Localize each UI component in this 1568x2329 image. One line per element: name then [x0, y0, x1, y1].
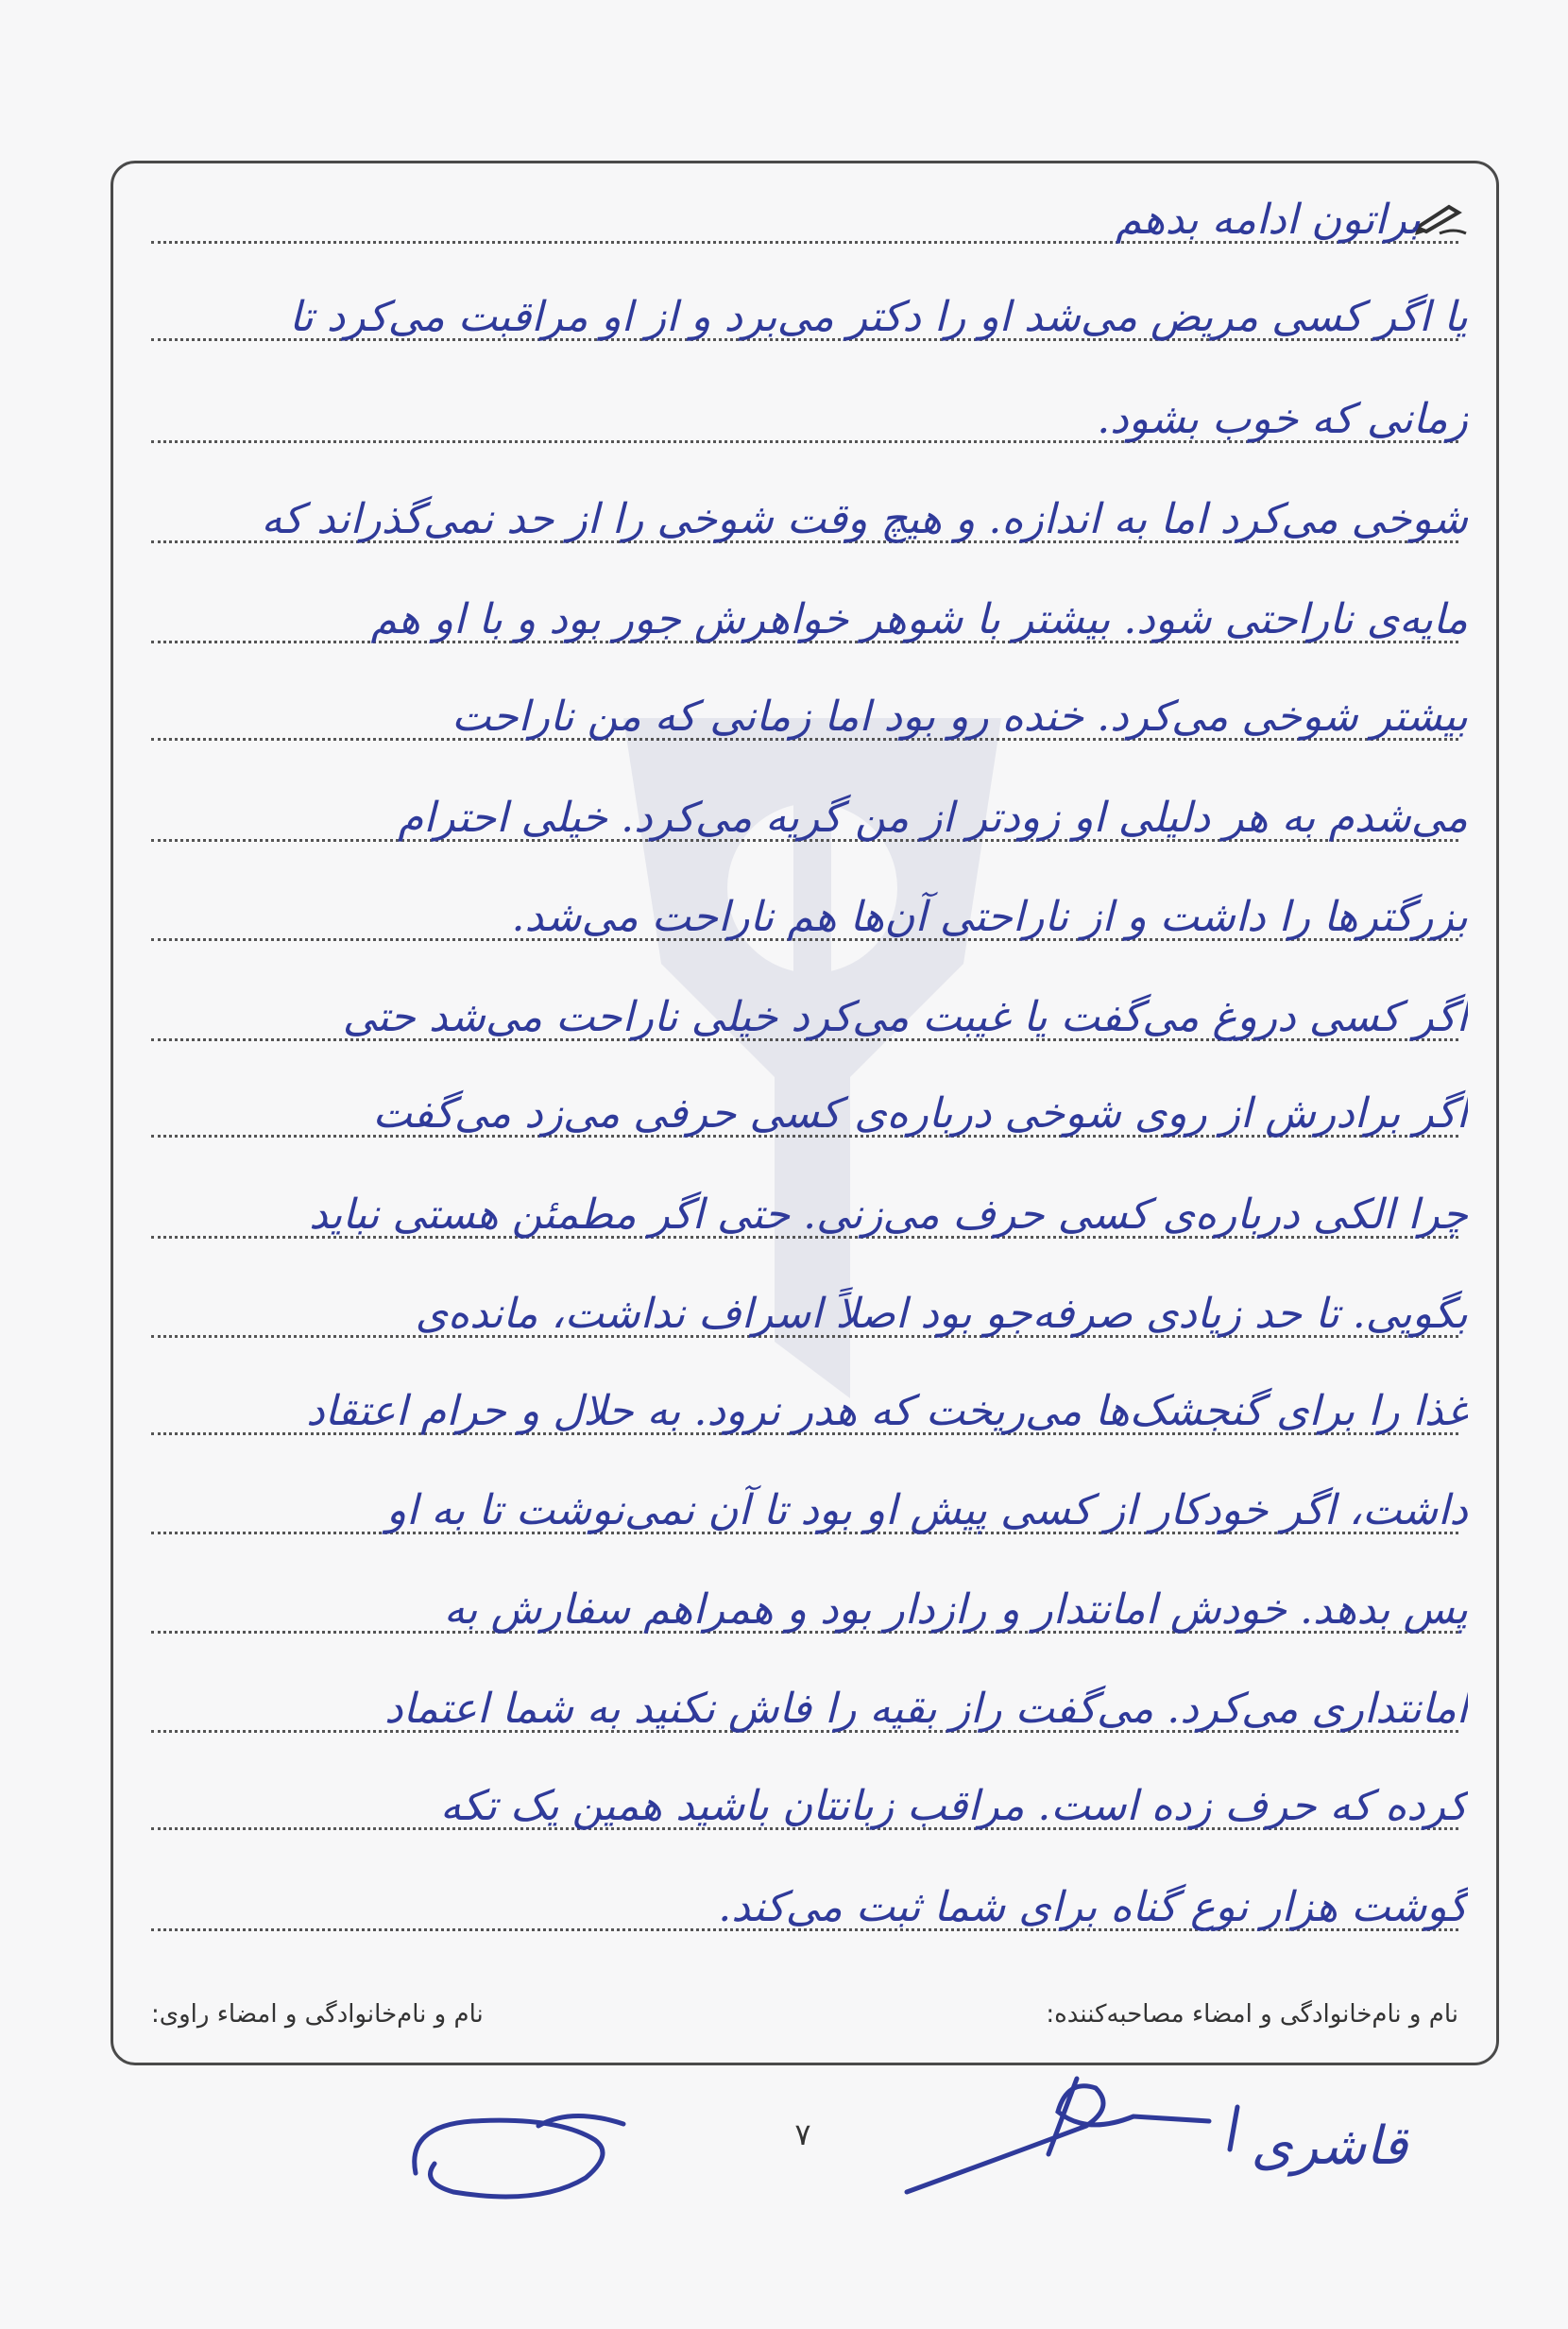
handwritten-line: زمانی که خوب بشود. [1097, 395, 1468, 443]
interview-sheet [111, 161, 1499, 2065]
interviewer-label: نام و نام‌خانوادگی و امضاء مصاحبه‌کننده: [1046, 2000, 1458, 2029]
narrator-label: نام و نام‌خانوادگی و امضاء راوی: [151, 2000, 484, 2029]
handwritten-line: شوخی می‌کرد اما به اندازه. و هیچ وقت شوخی را از حد نمی‌گذراند که [261, 495, 1468, 543]
narrator-signature [397, 2088, 633, 2211]
handwritten-line: داشت، اگر خودکار از کسی پیش او بود تا آن نمی‌نوشت تا به او [385, 1486, 1468, 1534]
handwritten-name: قاشری [1251, 2115, 1407, 2177]
handwritten-line: غذا را برای گنجشک‌ها می‌ریخت که هدر نرود. به حلال و حرام اعتقاد [306, 1387, 1468, 1435]
signature-footer [151, 1991, 1458, 2038]
handwritten-line: بیشتر شوخی می‌کرد. خنده رو بود اما زمانی که من ناراحت [452, 693, 1468, 741]
handwritten-line: اگر کسی دروغ می‌گفت یا غیبت می‌کرد خیلی ناراحت می‌شد حتی [342, 993, 1468, 1041]
handwritten-line: یا اگر کسی مریض می‌شد او را دکتر می‌برد و از او مراقبت می‌کرد تا [289, 293, 1468, 341]
handwritten-line: کرده که حرف زده است. مراقب زبانتان باشید همین یک تکه [439, 1782, 1468, 1830]
handwritten-line: اگر برادرش از روی شوخی درباره‌ی کسی حرفی می‌زد می‌گفت [372, 1089, 1468, 1138]
handwritten-line: پس بدهد. خودش امانتدار و رازدار بود و همراهم سفارش به [443, 1585, 1468, 1634]
handwritten-line: بزرگترها را داشت و از ناراحتی آن‌ها هم ناراحت می‌شد. [511, 893, 1468, 941]
interviewer-signature [897, 2069, 1426, 2201]
handwritten-line: چرا الکی درباره‌ی کسی حرف می‌زنی. حتی اگر مطمئن هستی نباید [309, 1190, 1468, 1239]
handwritten-line: می‌شدم به هر دلیلی او زودتر از من گریه می‌کرد. خیلی احترام [397, 794, 1468, 842]
handwritten-line: بگویی. تا حد زیادی صرفه‌جو بود اصلاً اسراف نداشت، مانده‌ی [415, 1290, 1468, 1338]
handwritten-line: براتون ادامه بدهم [1115, 196, 1421, 244]
page-number: ۷ [794, 2116, 811, 2152]
handwritten-line: امانتداری می‌کرد. می‌گفت راز بقیه را فاش نکنید به شما اعتماد [384, 1685, 1468, 1733]
handwritten-line: مایه‌ی ناراحتی شود. بیشتر با شوهر خواهرش جور بود و با او هم [370, 595, 1468, 643]
handwritten-line: گوشت هزار نوع گناه برای شما ثبت می‌کند. [718, 1883, 1468, 1931]
